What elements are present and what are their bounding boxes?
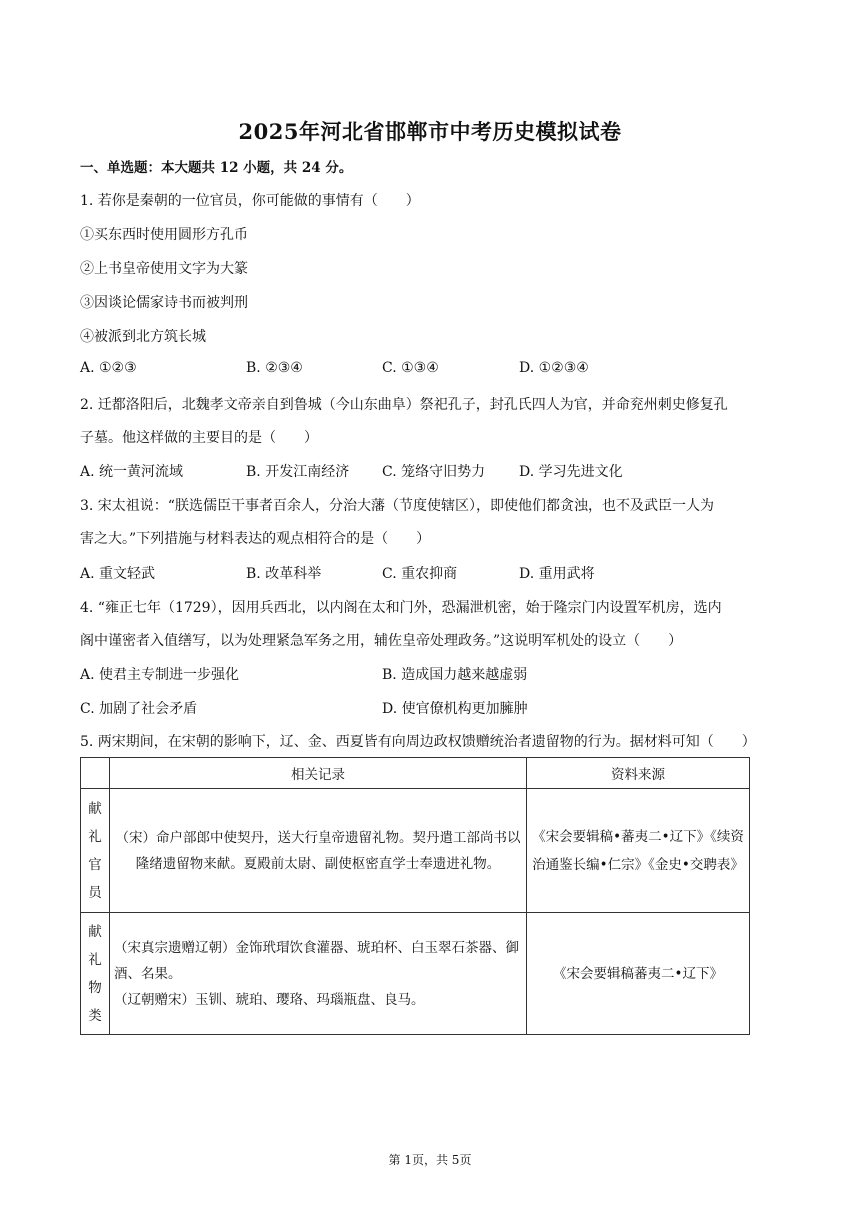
question-2-stem: 2. 迁都洛阳后，北魏孝文帝亲自到鲁城（今山东曲阜）祭祀孔子，封孔氏四人为官，并命兖州刺史修复孔	[80, 397, 728, 413]
table-header-cell: 相关记录	[110, 758, 527, 789]
question-1-option-b: B. ②③④	[246, 360, 303, 376]
row-label-char: 类	[88, 1007, 102, 1024]
table-header-cell: 资料来源	[527, 758, 750, 789]
question-2-stem: 子墓。他这样做的主要目的是（ ）	[80, 430, 318, 446]
table-row	[81, 913, 750, 1035]
question-4-option-c: C. 加剧了社会矛盾	[80, 701, 198, 717]
row-label-char: 官	[88, 856, 102, 873]
table-header-row	[81, 758, 750, 789]
page-title: 2025年河北省邯郸市中考历史模拟试卷	[238, 119, 622, 144]
section-heading: 一、单选题：本大题共 12 小题，共 24 分。	[80, 160, 353, 176]
question-1-stem: 1. 若你是秦朝的一位官员，你可能做的事情有（ ）	[80, 193, 420, 209]
record-line: （宋真宗遗赠辽朝）金饰玳瑁饮食灌器、琥珀杯、白玉翠石茶器、御酒、名果。	[114, 939, 519, 982]
question-4-option-b: B. 造成国力越来越虚弱	[382, 667, 528, 683]
question-3-option-c: C. 重农抑商	[382, 566, 458, 582]
question-2-option-c: C. 笼络守旧势力	[382, 464, 486, 480]
question-5-stem: 5. 两宋期间，在宋朝的影响下，辽、金、西夏皆有向周边政权馈赠统治者遗留物的行为。据材料可知（ ）	[80, 734, 756, 750]
row-label-char: 物	[88, 979, 102, 996]
page-footer: 第 1页，共 5页	[388, 1153, 472, 1167]
row-label-char: 礼	[88, 951, 102, 968]
record-cell	[110, 913, 527, 1035]
row-label-char: 献	[88, 800, 102, 817]
question-5-table	[80, 757, 750, 1035]
record-cell: （宋）命户部郎中使契丹，送大行皇帝遗留礼物。契丹遣工部尚书以隆绪遗留物来献。夏殿前太尉、副使枢密直学士奉遗进礼物。	[110, 789, 527, 913]
source-cell: 《宋会要辑稿•蕃夷二•辽下》《续资治通鉴长编•仁宗》《金史•交聘表》	[527, 789, 750, 913]
question-2-option-a: A. 统一黄河流域	[80, 464, 184, 480]
question-1-item: ②上书皇帝使用文字为大篆	[80, 261, 248, 277]
table-row	[81, 789, 750, 913]
question-2-option-b: B. 开发江南经济	[246, 464, 350, 480]
question-3-stem: 害之大。”下列措施与材料表达的观点相符合的是（ ）	[80, 531, 431, 547]
question-1-option-a: A. ①②③	[80, 360, 137, 376]
row-label	[81, 913, 110, 1035]
row-label-char: 员	[88, 884, 102, 901]
table-header-cell	[81, 758, 110, 789]
question-4-option-a: A. 使君主专制进一步强化	[80, 667, 240, 683]
record-line: （辽朝赠宋）玉钏、琥珀、璎珞、玛瑙瓶盘、良马。	[114, 991, 425, 1008]
question-4-stem: 阁中谨密者入值缮写，以为处理紧急军务之用，辅佐皇帝处理政务。”这说明军机处的设立（ ）	[80, 633, 683, 649]
question-3-stem: 3. 宋太祖说：“朕选儒臣干事者百余人，分治大藩（节度使辖区），即使他们都贪浊，也不及武臣一人为	[80, 498, 714, 514]
question-4-option-d: D. 使官僚机构更加臃肿	[382, 701, 528, 717]
row-label-char: 献	[88, 923, 102, 940]
question-1-item: ①买东西时使用圆形方孔币	[80, 227, 248, 243]
row-label-char: 礼	[88, 828, 102, 845]
row-label	[81, 789, 110, 913]
question-1-option-c: C. ①③④	[382, 360, 439, 376]
question-3-option-b: B. 改革科举	[246, 566, 322, 582]
question-1-item: ④被派到北方筑长城	[80, 329, 206, 345]
source-cell: 《宋会要辑稿蕃夷二•辽下》	[527, 913, 750, 1035]
question-1-option-d: D. ①②③④	[519, 360, 589, 376]
question-3-option-a: A. 重文轻武	[80, 566, 156, 582]
question-2-option-d: D. 学习先进文化	[519, 464, 623, 480]
question-4-stem: 4. “雍正七年（1729），因用兵西北，以内阁在太和门外，恐漏泄机密，始于隆宗门内设置军机房，选内	[80, 600, 722, 616]
question-1-item: ③因谈论儒家诗书而被判刑	[80, 295, 248, 311]
question-3-option-d: D. 重用武将	[519, 566, 595, 582]
